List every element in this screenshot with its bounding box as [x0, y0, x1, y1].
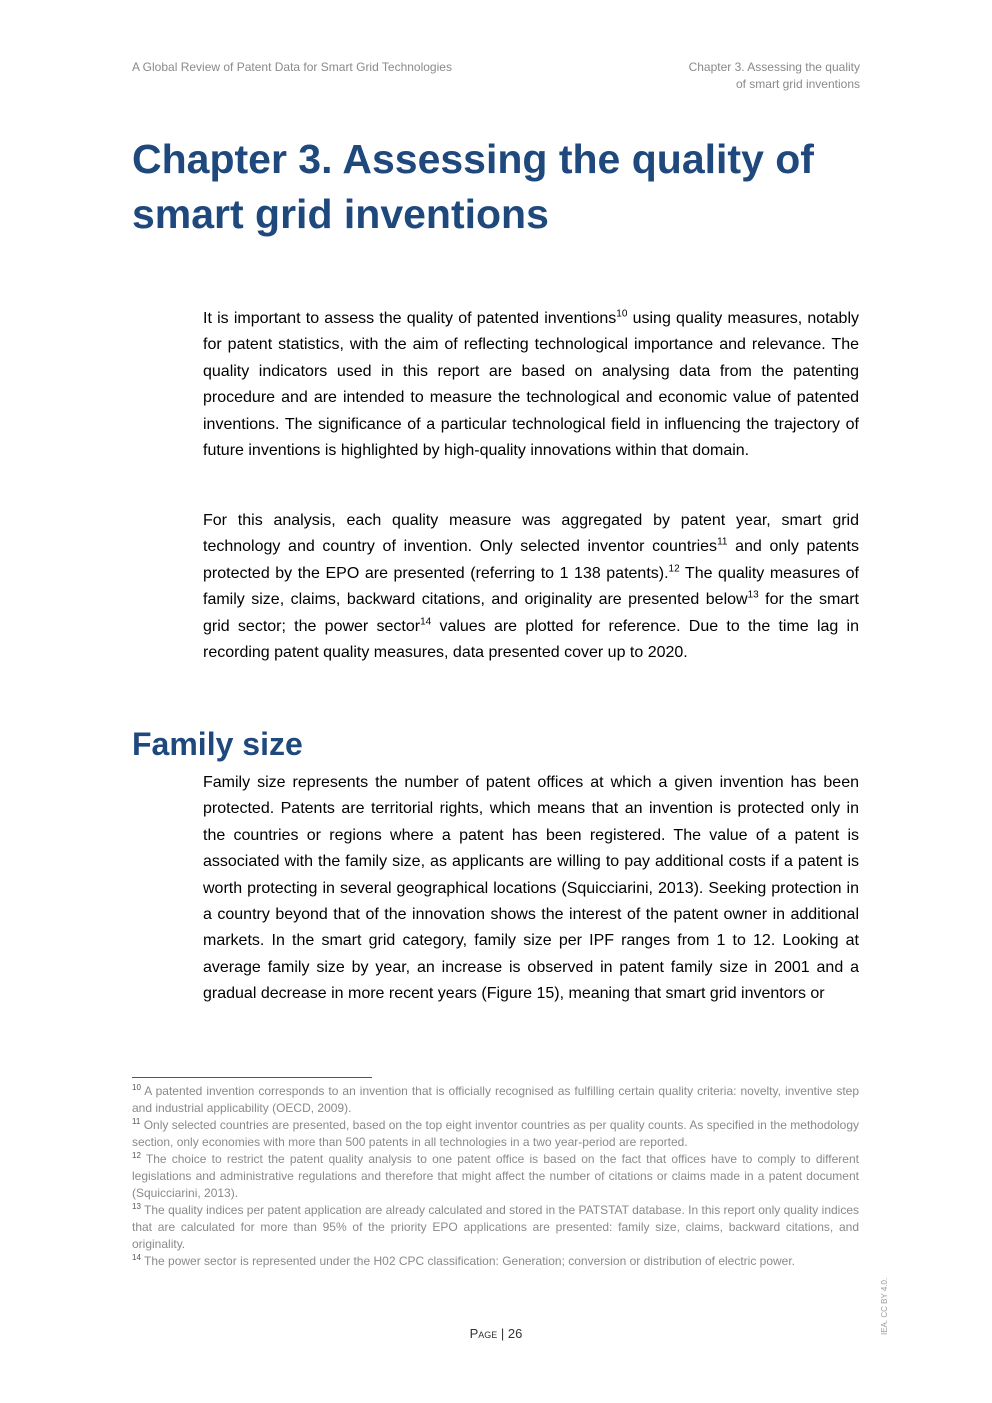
paragraph-analysis-part-d: for the smart grid sector; the power sector [203, 591, 859, 635]
paragraph-family-size: Family size represents the number of patent offices at which a given invention has been protected. Patents are territorial rights, which means that an invention is protected only in the countries or regions where a patent has been registered. The value of a patent is associated with the family size, as applicants are willing to pay additional costs if a patent is worth protecting in several geographical locations (Squicciarini, 2013). Seeking protection in a country beyond that of the innovation shows the interest of the patent owner in additional markets. In the smart grid category, family size per IPF ranges from 1 to 12. Looking at average family size by year, an increase is observed in patent family size in 2001 and a gradual decrease in more recent years (Figure 15), meaning that smart grid inventors or [203, 774, 859, 1003]
paragraph-analysis-part-b: and only patents protected by the EPO are presented (referring to 1 138 patents). [203, 538, 859, 582]
footnote-text: The power sector is represented under the H02 CPC classification: Generation; conversion or distribution of electric power. [140, 1254, 796, 1268]
footnote-text: The quality indices per patent application are already calculated and stored in the PATSTAT database. In this report only quality indices that are calculated for more than 95% of the priority EPO applications are presented: family size, claims, backward citations, and originality. [132, 1203, 859, 1251]
footnote-14 [132, 1253, 859, 1270]
footnote-10 [132, 1083, 859, 1117]
footnote-text: A patented invention corresponds to an invention that is officially recognised as fulfilling certain quality criteria: novelty, inventive step and industrial applicability (OECD, 2009). [132, 1084, 859, 1115]
running-header-right-line2: of smart grid inventions [735, 77, 860, 91]
footnote-text: The choice to restrict the patent quality analysis to one patent office is based on the fact that offices have to comply to different legislations and administrative regulations and therefore that might affect the number of citations or claims made in a patent document (Squicciarini, 2013). [132, 1152, 859, 1200]
footnote-text: Only selected countries are presented, based on the top eight inventor countries as per quality counts. As specified in the methodology section, only economies with more than 500 patents in all technologies in a two year-period are reported. [132, 1118, 859, 1149]
paragraph-analysis [203, 508, 859, 666]
chapter-title: Chapter 3. Assessing the quality of smart grid inventions [132, 136, 814, 237]
footnote-13 [132, 1202, 859, 1253]
footnote-ref-14[interactable]: 14 [420, 616, 432, 628]
footnotes [132, 1083, 859, 1270]
footnote-ref-12[interactable]: 12 [668, 563, 680, 575]
footnote-ref-10[interactable]: 10 [616, 308, 628, 320]
paragraph-analysis-part-e: values are plotted for reference. Due to the time lag in recording patent quality measures, data presented cover up to 2020. [203, 617, 859, 662]
page-label: Page [469, 1326, 498, 1341]
paragraph-analysis-part-a: For this analysis, each quality measure was aggregated by patent year, smart grid technology and country of invention. Only selected inventor countries [203, 512, 859, 556]
footnote-number: 12 [132, 1151, 141, 1160]
paragraph-intro [203, 306, 859, 464]
footnote-11 [132, 1117, 859, 1151]
section-heading-family-size: Family size [132, 726, 303, 762]
page-number: 26 [507, 1326, 523, 1341]
paragraph-intro-part-b: using quality measures, notably for patent statistics, with the aim of reflecting technological importance and relevance. The quality indicators used in this report are based on analysing data from the patenting procedure and are intended to measure the technological and economic value of patented inventions. The significance of a particular technological field in influencing the trajectory of future inventions is highlighted by high-quality innovations within that domain. [203, 310, 860, 460]
page-separator: | [497, 1326, 508, 1341]
footnote-ref-13[interactable]: 13 [747, 589, 759, 601]
footnote-number: 13 [132, 1202, 141, 1211]
footnote-number: 10 [132, 1083, 141, 1092]
footnote-separator [132, 1077, 372, 1078]
paragraph-analysis-part-c: The quality measures of family size, claims, backward citations, and originality are presented below [203, 564, 860, 609]
footnote-12 [132, 1151, 859, 1202]
footnote-number: 11 [132, 1117, 141, 1126]
paragraph-intro-part-a: It is important to assess the quality of patented inventions [203, 310, 617, 327]
running-header-left: A Global Review of Patent Data for Smart Grid Technologies [132, 60, 452, 74]
running-header-right-line1: Chapter 3. Assessing the quality [688, 60, 860, 74]
footnote-number: 14 [132, 1253, 141, 1262]
page-number-footer [0, 1326, 992, 1341]
footnote-ref-11[interactable]: 11 [717, 537, 728, 549]
running-header-right [600, 59, 860, 93]
license-notice: IEA. CC BY 4.0. [880, 1277, 889, 1335]
